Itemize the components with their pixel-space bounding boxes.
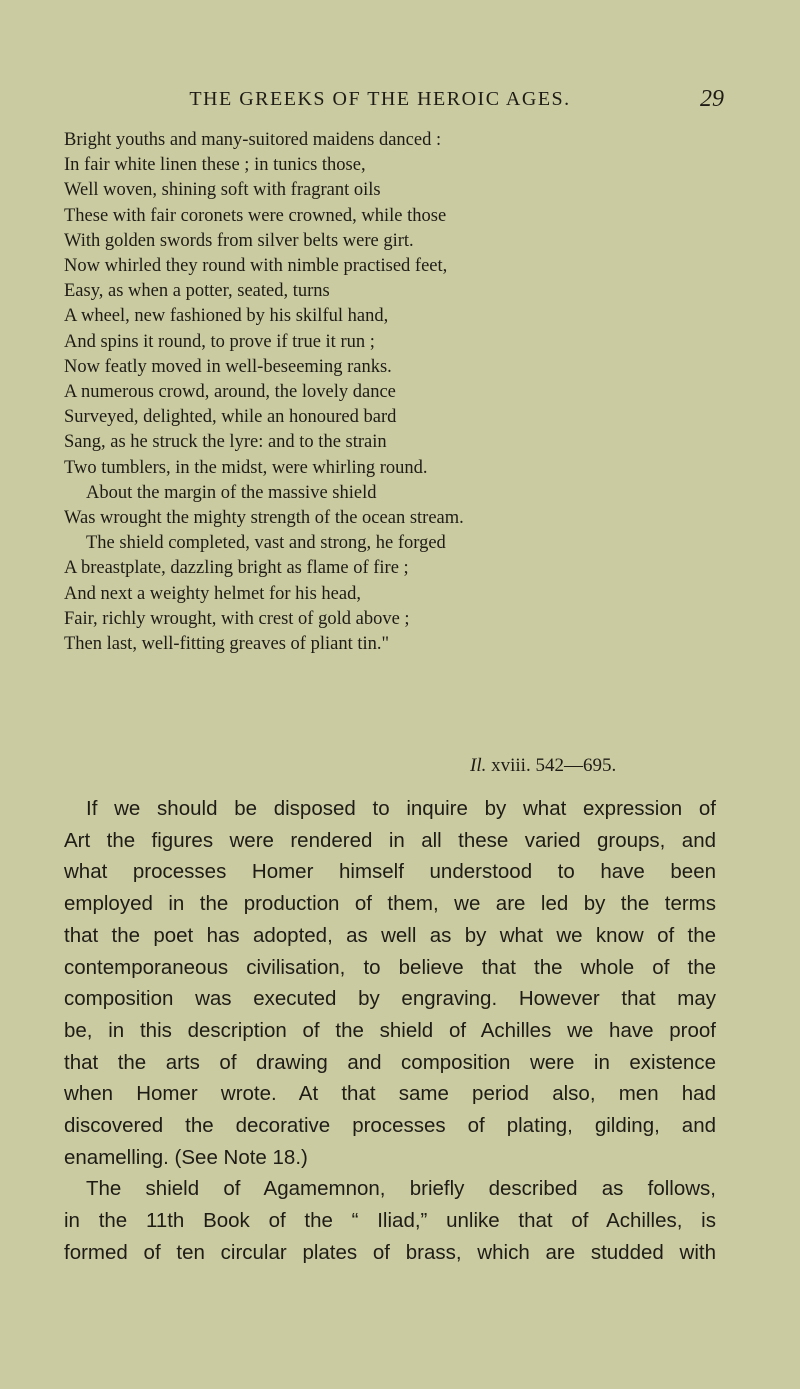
prose-line: composition was executed by engraving. However that may [64,987,716,1011]
citation-reference: xviii. 542—695. [491,755,617,776]
verse-line: Fair, richly wrought, with crest of gold above ; [64,608,410,629]
verse-line: About the margin of the massive shield [86,482,377,503]
verse-line: In fair white linen these ; in tunics those, [64,155,366,176]
verse-line: The shield completed, vast and strong, he forged [86,533,446,554]
citation [470,755,616,777]
prose-line: contemporaneous civilisation, to believe that the whole of the [64,955,716,979]
prose-line: enamelling. (See Note 18.) [64,1145,308,1169]
verse-line: And spins it round, to prove if true it run ; [64,331,375,352]
prose-line: discovered the decorative processes of plating, gilding, and [64,1114,716,1138]
running-title: THE GREEKS OF THE HEROIC AGES. [189,88,571,110]
page-number: 29 [700,86,724,112]
prose-line: Art the figures were rendered in all these varied groups, and [64,828,716,852]
verse-line: Two tumblers, in the midst, were whirling round. [64,457,428,478]
verse-line: Bright youths and many-suitored maidens danced : [64,130,442,150]
prose-line: The shield of Agamemnon, briefly described as follows, [86,1177,716,1201]
body-text [64,793,716,1269]
verse-line: Sang, as he struck the lyre: and to the strain [64,432,387,453]
prose-line: formed of ten circular plates of brass, which are studded with [64,1240,716,1264]
verse-line: Now featly moved in well-beseeming ranks. [64,356,392,377]
verse-line: A breastplate, dazzling bright as flame of fire ; [64,558,409,579]
verse-line: These with fair coronets were crowned, while those [64,205,447,226]
verse-line: Now whirled they round with nimble practised feet, [64,256,448,277]
prose-line: that the poet has adopted, as well as by what we know of the [64,923,716,947]
citation-work: Il. [470,755,487,776]
verse-line: A numerous crowd, around, the lovely dance [64,382,396,403]
verse-line: Then last, well-fitting greaves of pliant tin." [64,634,390,655]
prose-line: If we should be disposed to inquire by what expression of [86,797,716,820]
verse-line: And next a weighty helmet for his head, [64,583,361,604]
prose-line: be, in this description of the shield of Achilles we have proof [64,1018,716,1042]
verse-line: Was wrought the mighty strength of the ocean stream. [64,508,464,529]
prose-line: what processes Homer himself understood to have been [64,860,716,884]
verse-line: Well woven, shining soft with fragrant oils [64,180,381,201]
verse-quotation [64,128,724,657]
verse-line: Surveyed, delighted, while an honoured bard [64,407,397,428]
running-head [0,86,800,116]
verse-line: Easy, as when a potter, seated, turns [64,281,330,302]
prose-line: employed in the production of them, we are led by the terms [64,892,716,916]
prose-line: that the arts of drawing and composition were in existence [64,1050,716,1074]
prose-line: when Homer wrote. At that same period also, men had [64,1082,716,1106]
verse-line: With golden swords from silver belts were girt. [64,230,414,251]
prose-line: in the 11th Book of the “ Iliad,” unlike that of Achilles, is [64,1209,716,1233]
verse-line: A wheel, new fashioned by his skilful hand, [64,306,389,327]
